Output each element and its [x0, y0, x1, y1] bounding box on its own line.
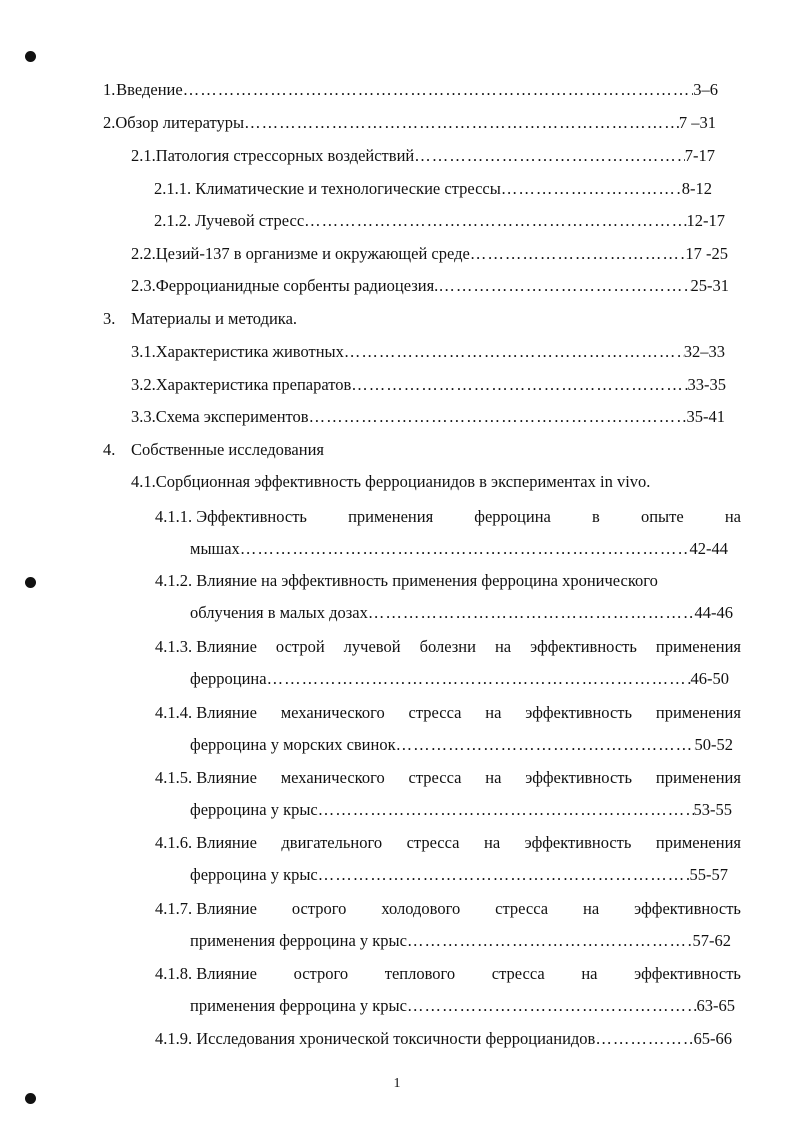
toc-number: 3.	[103, 309, 116, 328]
toc-entry-4[interactable]	[103, 440, 324, 460]
toc-title: Собственные исследования	[131, 440, 325, 459]
toc-word: на	[494, 637, 512, 656]
leader-dots	[368, 603, 695, 623]
leader-dots	[344, 342, 684, 362]
leader-dots	[351, 375, 687, 395]
toc-word: эффективность	[525, 768, 633, 787]
leader-dots	[407, 931, 693, 951]
toc-word: 4.1.8. Влияние	[155, 964, 257, 983]
toc-entry-3-2[interactable]	[131, 375, 726, 395]
toc-word: применения	[655, 768, 741, 787]
toc-pages: 8-12	[681, 179, 712, 198]
toc-entry-2-2[interactable]	[131, 244, 728, 264]
toc-title: ферроцина у морских свинок	[190, 735, 396, 754]
toc-number: 4.	[103, 440, 116, 459]
toc-entry-4-1[interactable]	[131, 472, 650, 492]
toc-title: ферроцина	[190, 669, 267, 688]
toc-title: 3.3.Схема экспериментов	[131, 407, 309, 426]
toc-word: холодового	[381, 899, 461, 918]
toc-entry-4-1-2-line1[interactable]	[155, 571, 658, 591]
toc-word: стресса	[491, 964, 545, 983]
toc-entry-4-1-8-line1[interactable]	[155, 964, 741, 984]
toc-word: механического	[280, 703, 385, 722]
toc-title: ферроцина у крыс	[190, 800, 318, 819]
toc-pages: 46-50	[690, 669, 729, 688]
toc-pages: 32–33	[683, 342, 725, 361]
toc-entry-1[interactable]	[103, 80, 718, 100]
toc-word: на	[483, 833, 501, 852]
toc-pages: 12-17	[686, 211, 725, 230]
toc-title: Введение	[116, 80, 183, 99]
toc-word: стресса	[406, 833, 460, 852]
toc-entry-4-1-3-line1[interactable]	[155, 637, 741, 657]
toc-title: 3.2.Характеристика препаратов	[131, 375, 352, 394]
toc-pages: 17 -25	[685, 244, 728, 263]
toc-word: применения	[348, 507, 434, 526]
toc-title: Обзор литературы	[115, 113, 245, 132]
toc-word: теплового	[384, 964, 456, 983]
toc-title: применения ферроцина у крыс	[190, 996, 407, 1015]
toc-entry-4-1-6-line2[interactable]	[190, 865, 728, 885]
toc-entry-2-3[interactable]	[131, 276, 729, 296]
toc-pages: 50-52	[694, 735, 733, 754]
toc-title: 4.1.2. Влияние на эффективность применения ферроцина хронического	[155, 571, 658, 590]
leader-dots	[407, 996, 697, 1016]
toc-title: облучения в малых дозах	[190, 603, 368, 622]
toc-word: опыте	[640, 507, 684, 526]
toc-number: 1.	[103, 80, 116, 99]
toc-word: 4.1.6. Влияние	[155, 833, 257, 852]
leader-dots	[309, 407, 687, 427]
toc-title: Материалы и методика.	[131, 309, 298, 328]
toc-pages: 42-44	[689, 539, 728, 558]
toc-word: применения	[655, 703, 741, 722]
leader-dots	[267, 669, 691, 689]
toc-pages: 57-62	[692, 931, 731, 950]
toc-word: эффективность	[525, 703, 633, 722]
toc-word: 4.1.3. Влияние	[155, 637, 257, 656]
toc-title: 2.2.Цезий-137 в организме и окружающей среде	[131, 244, 470, 263]
toc-word: стресса	[408, 768, 462, 787]
toc-entry-3-3[interactable]	[131, 407, 725, 427]
toc-word: эффективность	[634, 964, 741, 983]
leader-dots	[244, 113, 679, 133]
toc-word: острого	[291, 899, 347, 918]
toc-word: 4.1.4. Влияние	[155, 703, 257, 722]
toc-entry-4-1-1-line2[interactable]	[190, 539, 728, 559]
punch-hole-mark-middle	[25, 577, 36, 588]
leader-dots	[318, 800, 694, 820]
leader-dots	[470, 244, 686, 264]
toc-pages: 44-46	[694, 603, 733, 622]
toc-title: 2.3.Ферроцианидные сорбенты радиоцезия.	[131, 276, 439, 295]
toc-entry-2-1[interactable]	[131, 146, 715, 166]
leader-dots	[595, 1029, 693, 1049]
toc-entry-4-1-5-line2[interactable]	[190, 800, 732, 820]
toc-word: эффективность	[530, 637, 637, 656]
toc-entry-4-1-5-line1[interactable]	[155, 768, 741, 788]
leader-dots	[304, 211, 686, 231]
toc-word: на	[583, 899, 600, 918]
toc-entry-2[interactable]	[103, 113, 716, 133]
toc-entry-4-1-9[interactable]	[155, 1029, 732, 1049]
toc-pages: 53-55	[693, 800, 732, 819]
page-number: 1	[393, 1076, 401, 1091]
leader-dots	[501, 179, 682, 199]
toc-word: на	[485, 768, 502, 787]
toc-word: механического	[280, 768, 385, 787]
toc-word: стресса	[495, 899, 549, 918]
toc-pages: 65-66	[693, 1029, 732, 1048]
toc-word: стресса	[408, 703, 462, 722]
toc-entry-4-1-6-line1[interactable]	[155, 833, 741, 853]
leader-dots	[396, 735, 695, 755]
toc-entry-4-1-2-line2[interactable]	[190, 603, 733, 623]
toc-entry-3[interactable]	[103, 309, 297, 329]
punch-hole-mark-bottom	[25, 1093, 36, 1104]
toc-title: ферроцина у крыс	[190, 865, 318, 884]
toc-word: применения	[655, 637, 741, 656]
toc-word: эффективность	[524, 833, 632, 852]
toc-word: на	[485, 703, 502, 722]
toc-word: острой	[275, 637, 325, 656]
toc-pages: 63-65	[696, 996, 735, 1015]
toc-title: 4.1.9. Исследования хронической токсичности ферроцианидов	[155, 1029, 596, 1048]
toc-entry-4-1-8-line2[interactable]	[190, 996, 735, 1016]
toc-word: лучевой	[343, 637, 401, 656]
toc-word: ферроцина	[474, 507, 551, 526]
toc-word: 4.1.1. Эффективность	[155, 507, 307, 526]
leader-dots	[183, 80, 694, 100]
toc-pages: 35-41	[686, 407, 725, 426]
toc-title: 2.1.Патология стрессорных воздействий	[131, 146, 415, 165]
toc-word: двигательного	[281, 833, 383, 852]
toc-word: в	[592, 507, 600, 526]
toc-entry-4-1-1-line1[interactable]	[155, 507, 741, 527]
toc-entry-3-1[interactable]	[131, 342, 725, 362]
toc-title: применения ферроцина у крыс	[190, 931, 407, 950]
toc-entry-4-1-4-line1[interactable]	[155, 703, 741, 723]
leader-dots	[438, 276, 690, 296]
toc-word: эффективность	[634, 899, 741, 918]
toc-entry-4-1-7-line2[interactable]	[190, 931, 731, 951]
toc-entry-2-1-1[interactable]	[154, 179, 712, 199]
toc-title: 2.1.1. Климатические и технологические стрессы	[154, 179, 501, 198]
toc-title: 2.1.2. Лучевой стресс	[154, 211, 305, 230]
toc-word: на	[581, 964, 598, 983]
toc-word: острого	[293, 964, 349, 983]
leader-dots	[240, 539, 690, 559]
leader-dots	[414, 146, 685, 166]
toc-word: на	[724, 507, 741, 526]
toc-word: 4.1.5. Влияние	[155, 768, 257, 787]
leader-dots	[318, 865, 690, 885]
toc-word: применения	[655, 833, 741, 852]
toc-entry-2-1-2[interactable]	[154, 211, 725, 231]
toc-pages: 25-31	[690, 276, 729, 295]
toc-word: болезни	[419, 637, 476, 656]
toc-entry-4-1-4-line2[interactable]	[190, 735, 733, 755]
toc-title: 3.1.Характеристика животных	[131, 342, 344, 361]
toc-pages: 3–6	[693, 80, 718, 99]
toc-pages: 33-35	[687, 375, 726, 394]
toc-pages: 7-17	[684, 146, 715, 165]
toc-entry-4-1-7-line1[interactable]	[155, 899, 741, 919]
toc-entry-4-1-3-line2[interactable]	[190, 669, 729, 689]
punch-hole-mark-top	[25, 51, 36, 62]
toc-pages: 55-57	[689, 865, 728, 884]
toc-word: 4.1.7. Влияние	[155, 899, 257, 918]
toc-title: мышах	[190, 539, 240, 558]
toc-number: 2.	[103, 113, 116, 132]
toc-pages: 7 –31	[678, 113, 716, 132]
toc-title: 4.1.Сорбционная эффективность ферроцианидов в экспериментах in vivo.	[131, 472, 651, 491]
